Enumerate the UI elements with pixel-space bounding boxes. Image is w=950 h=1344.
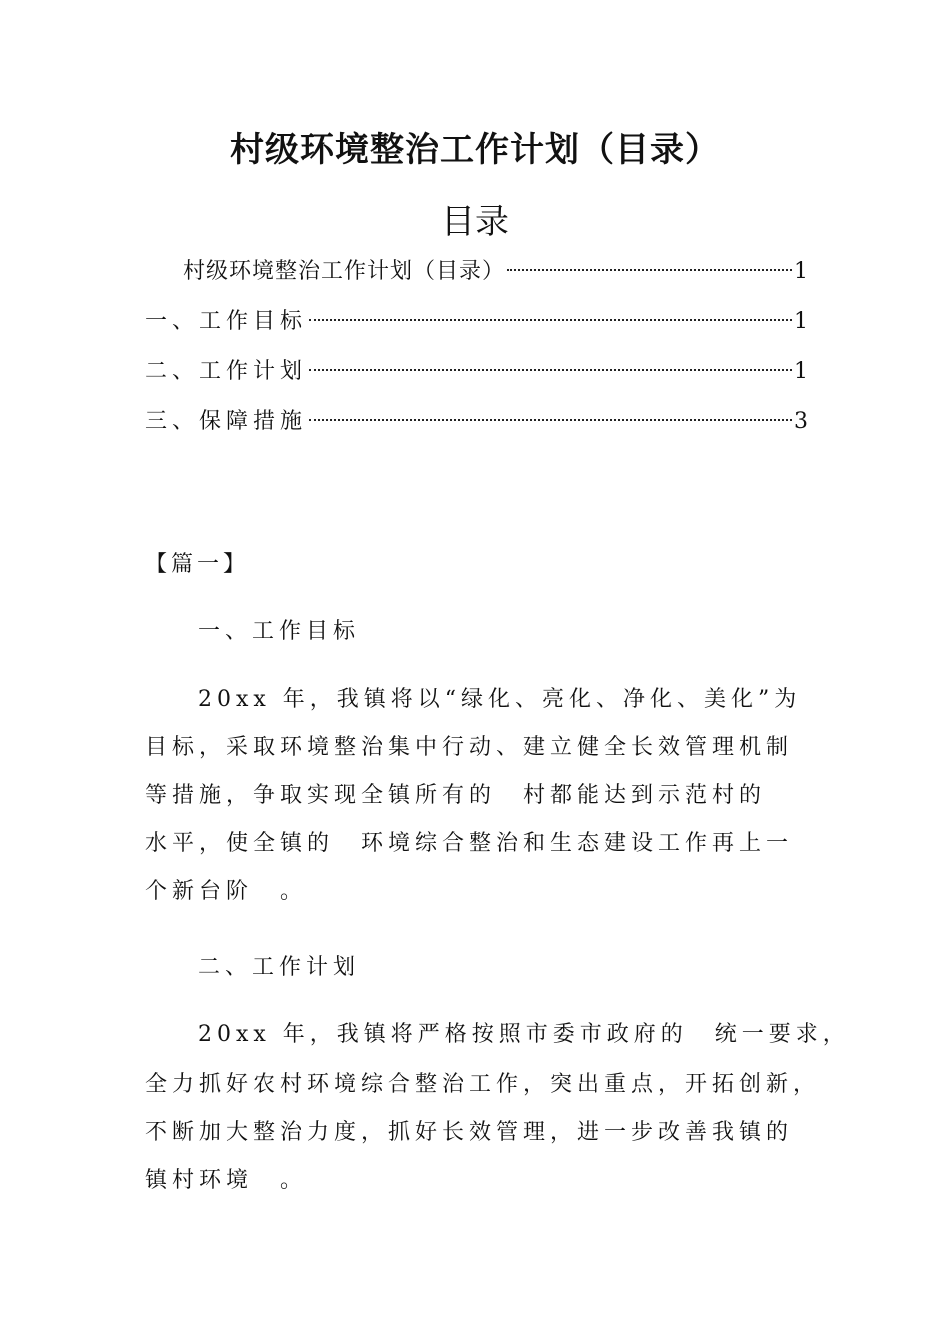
section-heading-plan: 二、工作计划 (198, 955, 361, 980)
toc-entry-page: 1 (794, 309, 808, 334)
paragraph-line: 水平，使全镇的 环境综合整治和生态建设工作再上一 (145, 831, 794, 856)
paragraph-plan-first-line (145, 1015, 850, 1063)
toc-dot-leader (309, 345, 792, 371)
toc-entry-label: 村级环境整治工作计划（目录） (183, 259, 506, 284)
toc-entry-label: 三、保障措施 (145, 409, 308, 434)
toc-entry-page: 1 (794, 359, 808, 384)
paragraph-line: 20xx 年，我镇将严格按照市委市政府的 统一要求， (198, 1022, 850, 1047)
toc-heading: 目录 (441, 202, 509, 242)
paragraph-line: 等措施，争取实现全镇所有的 村都能达到示范村的 (145, 783, 767, 808)
paragraph-line: 个新台阶 。 (145, 879, 308, 904)
paragraph-line: 20xx 年，我镇将以“绿化、亮化、净化、美化”为 (198, 687, 802, 712)
section-label: 【篇一】 (145, 552, 250, 577)
toc-entry[interactable] (145, 402, 808, 452)
paragraph-line: 全力抓好农村环境综合整治工作，突出重点，开拓创新， (145, 1072, 821, 1097)
paragraph-line: 不断加大整治力度，抓好长效管理，进一步改善我镇的 (145, 1120, 794, 1145)
paragraph-goals-first-line (145, 680, 815, 728)
document-title: 村级环境整治工作计划（目录） (230, 130, 720, 170)
toc-entry-page: 1 (794, 259, 808, 284)
toc-entry-label: 二、工作计划 (145, 359, 308, 384)
toc-entry-page: 3 (794, 409, 808, 434)
toc-dot-leader (309, 295, 792, 321)
toc-dot-leader (309, 395, 792, 421)
toc-dot-leader (507, 245, 792, 271)
paragraph-goals (145, 728, 815, 920)
section-heading-goals: 一、工作目标 (198, 619, 361, 644)
paragraph-plan (145, 1065, 821, 1209)
paragraph-line: 镇村环境 。 (145, 1168, 308, 1193)
table-of-contents (145, 252, 808, 452)
toc-entry-label: 一、工作目标 (145, 309, 308, 334)
paragraph-line: 目标，采取环境整治集中行动、建立健全长效管理机制 (145, 735, 794, 760)
